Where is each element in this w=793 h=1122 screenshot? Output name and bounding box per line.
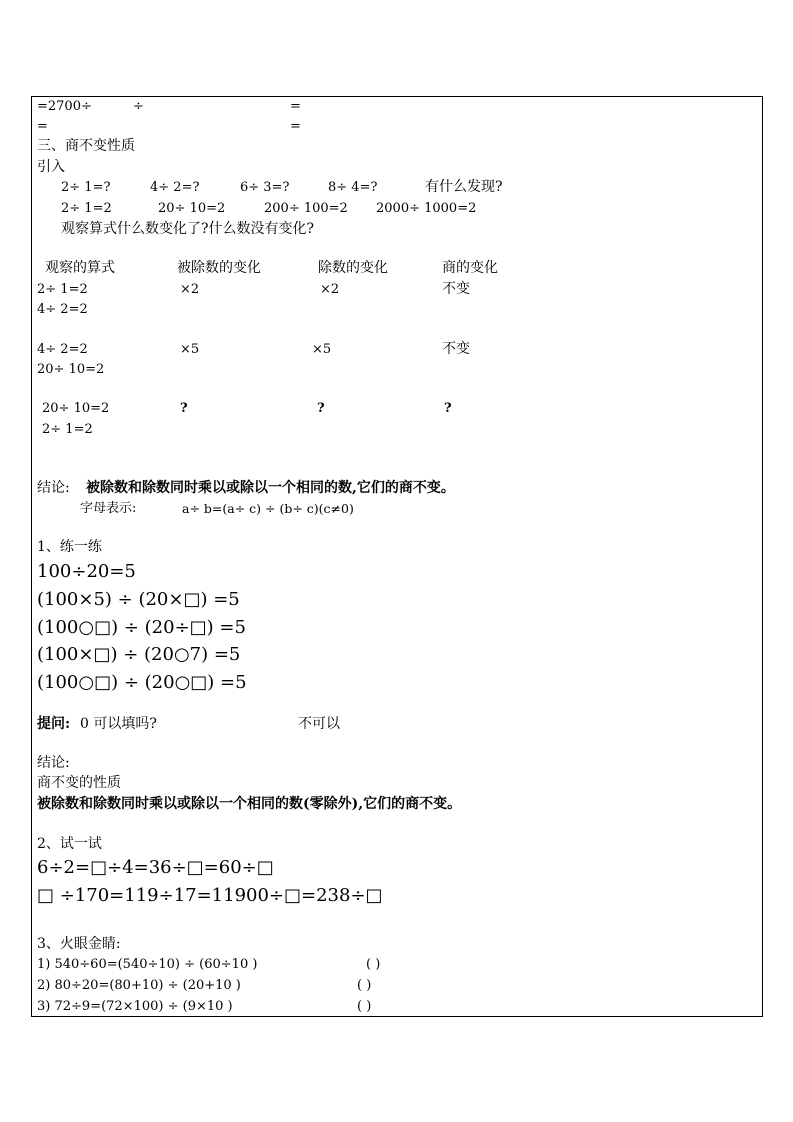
letter-formula: a÷ b=(a÷ c) ÷ (b÷ c)(c≠0) — [182, 501, 354, 516]
question-text: 0 可以填吗? — [80, 716, 157, 732]
top-line2-c: = — [290, 119, 301, 134]
practice1-line: (100○□) ÷ (20÷□) =5 — [37, 617, 246, 638]
group-quotient: ? — [444, 401, 452, 416]
group-eq: 20÷ 10=2 — [37, 362, 105, 377]
group-dividend: ? — [180, 401, 188, 416]
conclusion2-text: 被除数和除数同时乘以或除以一个相同的数(零除外),它们的商不变。 — [37, 796, 462, 812]
judge-item: 2) 80÷20=(80+10) ÷ (20+10 ) — [37, 978, 241, 993]
question-answer: 不可以 — [298, 716, 340, 732]
practice2-line: □ ÷170=119÷17=11900÷□=238÷□ — [37, 885, 383, 906]
group-quotient: 不变 — [442, 281, 470, 297]
group-divisor: ×2 — [320, 282, 340, 297]
table-header: 除数的变化 — [318, 260, 388, 276]
group-divisor: ? — [317, 401, 325, 416]
intro-eq: 2÷ 1=? — [61, 180, 111, 195]
group-dividend: ×2 — [180, 282, 200, 297]
practice1-line: (100×5) ÷ (20×□) =5 — [37, 589, 240, 610]
conclusion2-title: 商不变的性质 — [37, 775, 121, 791]
intro-eq: 6÷ 3=? — [240, 180, 290, 195]
section-title: 三、商不变性质 — [37, 138, 135, 154]
practice2-title: 2、试一试 — [37, 836, 102, 852]
group-eq: 4÷ 2=2 — [37, 302, 88, 317]
intro-label: 引入 — [37, 159, 65, 175]
table-header: 观察的算式 — [45, 260, 115, 276]
top-line2-a: = — [37, 119, 48, 134]
table-header: 被除数的变化 — [177, 260, 261, 276]
group-quotient: 不变 — [442, 341, 470, 357]
judge-item: 1) 540÷60=(540÷10) ÷ (60÷10 ) — [37, 957, 258, 972]
judge-blank[interactable]: ( ) — [357, 999, 372, 1014]
practice3-title: 3、火眼金睛: — [37, 936, 121, 952]
top-line1-c: = — [290, 99, 301, 114]
group-divisor: ×5 — [312, 342, 332, 357]
intro-eq: 2000÷ 1000=2 — [376, 201, 477, 216]
conclusion2-label: 结论: — [37, 755, 70, 771]
practice1-line: (100×□) ÷ (20○7) =5 — [37, 644, 241, 665]
group-eq: 20÷ 10=2 — [42, 401, 110, 416]
observe-question: 观察算式什么数变化了?什么数没有变化? — [61, 221, 315, 237]
judge-blank[interactable]: ( ) — [357, 978, 372, 993]
intro-eq: 8÷ 4=? — [328, 180, 378, 195]
conclusion-text: 被除数和除数同时乘以或除以一个相同的数,它们的商不变。 — [86, 480, 455, 496]
group-eq: 2÷ 1=2 — [37, 282, 88, 297]
practice1-title: 1、练一练 — [37, 539, 102, 555]
intro-eq: 4÷ 2=? — [150, 180, 200, 195]
letter-label: 字母表示: — [80, 501, 137, 516]
practice1-line: (100○□) ÷ (20○□) =5 — [37, 672, 247, 693]
group-dividend: ×5 — [180, 342, 200, 357]
judge-item: 3) 72÷9=(72×100) ÷ (9×10 ) — [37, 999, 233, 1014]
intro-eq: 200÷ 100=2 — [264, 201, 348, 216]
top-line1-a: =2700÷ — [37, 99, 92, 114]
intro-eq: 20÷ 10=2 — [158, 201, 226, 216]
conclusion-label: 结论: — [37, 480, 70, 496]
intro-eq: 2÷ 1=2 — [61, 201, 112, 216]
table-header: 商的变化 — [442, 260, 498, 276]
question-label: 提问: — [37, 716, 71, 732]
practice1-line: 100÷20=5 — [37, 561, 136, 582]
intro-question: 有什么发现? — [425, 179, 503, 195]
group-eq: 2÷ 1=2 — [42, 422, 93, 437]
top-line1-b: ÷ — [133, 99, 144, 114]
group-eq: 4÷ 2=2 — [37, 342, 88, 357]
judge-blank[interactable]: ( ) — [366, 957, 381, 972]
practice2-line: 6÷2=□÷4=36÷□=60÷□ — [37, 857, 274, 878]
